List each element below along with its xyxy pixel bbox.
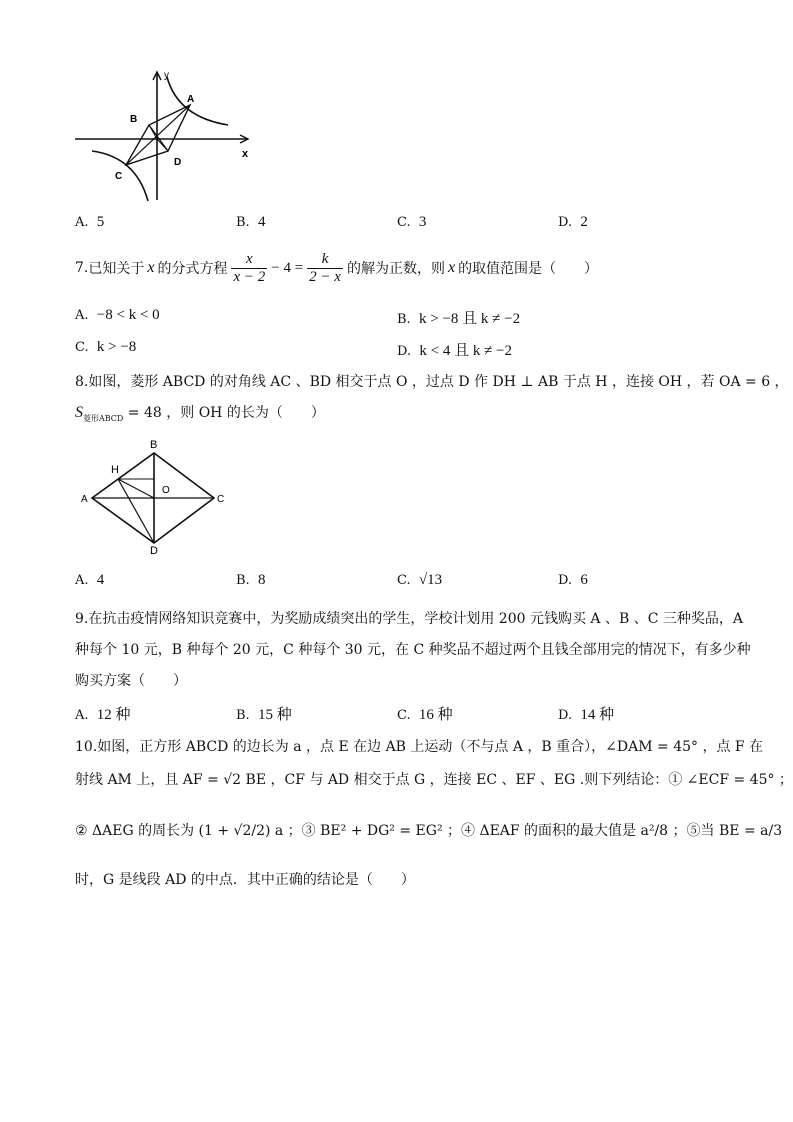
q8-option-d[interactable]: D. 6 — [558, 572, 588, 588]
label-d: D — [174, 157, 182, 168]
question-10-line-4: 时，G 是线段 AD 的中点．其中正确的结论是（ ） — [75, 872, 415, 888]
label-b: B — [150, 439, 158, 451]
label-y: y — [164, 70, 169, 81]
question-9-line-3: 购买方案（ ） — [75, 673, 187, 689]
q8-option-c[interactable]: C. √13 — [397, 572, 443, 588]
label-d: D — [150, 545, 158, 555]
label-x: x — [242, 148, 249, 160]
fraction-x-over-x-minus-2: $\frac{x}{x - 2}$ — [233, 251, 266, 285]
q8-option-a[interactable]: A. 4 — [75, 572, 105, 588]
q9-option-c[interactable]: C. 16 种 — [397, 707, 453, 723]
q7-option-c[interactable]: C. k > −8 — [75, 339, 137, 355]
q6-option-c[interactable]: C. 3 — [397, 214, 427, 230]
q9-option-a[interactable]: A. 12 种 — [75, 707, 131, 723]
q7-option-a[interactable]: A. −8 < k < 0 — [75, 307, 160, 323]
q6-option-a[interactable]: A. 5 — [75, 214, 105, 230]
question-8-line-2: $S_{菱形ABCD} = 48$ ，则 OH 的长为（ ） — [75, 404, 325, 423]
question-8-line-1: 8.如图，菱形 ABCD 的对角线 AC 、BD 相交于点 O ，过点 D 作 DH ⊥ AB 于点 H ，连接 OH ，若 OA = 6 ， — [75, 374, 789, 390]
question-10-line-1: 10.如图，正方形 ABCD 的边长为 a ，点 E 在边 AB 上运动（不与点 A ，B 重合），∠DAM = 45° ，点 F 在 — [75, 739, 764, 755]
q6-option-b[interactable]: B. 4 — [236, 214, 266, 230]
question-9-line-2: 种每个 10 元，B 种每个 20 元，C 种每个 30 元，在 C 种奖品不超过两个且钱全部用完的情况下，有多少种 — [75, 642, 751, 658]
label-b: B — [130, 114, 138, 125]
label-a: A — [187, 94, 195, 105]
q7-option-d[interactable]: D. k < 4 且 k ≠ −2 — [397, 343, 513, 359]
figure-hyperbola — [70, 65, 260, 205]
figure-rhombus — [78, 435, 228, 555]
label-h: H — [111, 464, 119, 476]
segment-d-origin — [157, 139, 168, 151]
question-7-stem: 7. 已知关于 x 的分式方程 $\frac{x}{x - 2}$ − 4 = $\frac{k}{2 - x}$ 的解为正数，则 x 的取值范围是（ ） — [75, 251, 599, 285]
q9-option-d[interactable]: D. 14 种 — [558, 707, 615, 723]
label-c: C — [115, 171, 123, 182]
q8-option-b[interactable]: B. 8 — [236, 572, 266, 588]
fraction-k-over-2-minus-x: $\frac{k}{2 - x}$ — [309, 251, 341, 285]
segment-b-origin — [149, 125, 157, 139]
q7-option-b[interactable]: B. k > −8 且 k ≠ −2 — [397, 311, 521, 327]
label-a: A — [81, 494, 88, 505]
question-10-line-3: ② ΔAEG 的周长为 (1 + √2/2) a ；③ BE² + DG² = EG² ；④ ΔEAF 的面积的最大值是 a²/8 ；⑤当 BE = a/3 — [75, 823, 783, 839]
question-10-line-2: 射线 AM 上，且 AF = √2 BE ，CF 与 AD 相交于点 G ，连接 EC 、EF 、EG .则下列结论：① ∠ECF = 45° ； — [75, 772, 793, 788]
label-c: C — [217, 494, 225, 505]
label-o: O — [162, 485, 170, 496]
question-9-line-1: 9.在抗击疫情网络知识竞赛中，为奖励成绩突出的学生，学校计划用 200 元钱购买 A 、B 、C 三种奖品，A — [75, 611, 743, 627]
q6-option-d[interactable]: D. 2 — [558, 214, 588, 230]
q9-option-b[interactable]: B. 15 种 — [236, 707, 292, 723]
